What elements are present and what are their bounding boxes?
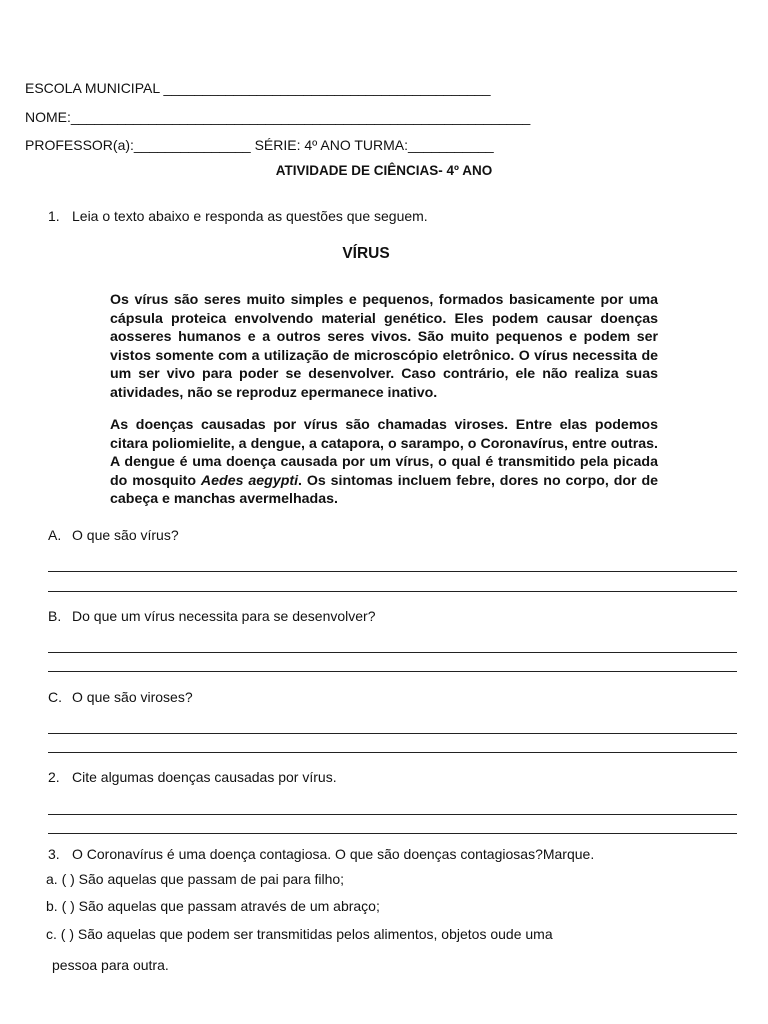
question-b bbox=[48, 608, 376, 624]
question-2-label: 2. bbox=[48, 769, 60, 785]
question-2 bbox=[48, 769, 337, 785]
instruction-number: 1. bbox=[48, 208, 60, 224]
professor-series-field: PROFESSOR(a):_______________ SÉRIE: 4º ANO TURMA:___________ bbox=[25, 137, 494, 153]
answer-line[interactable] bbox=[48, 671, 737, 672]
question-c bbox=[48, 689, 193, 705]
species-name: Aedes aegypti bbox=[200, 472, 299, 489]
question-2-text: Cite algumas doenças causadas por vírus. bbox=[72, 769, 337, 785]
question-c-label: C. bbox=[48, 689, 62, 705]
school-field: ESCOLA MUNICIPAL __________________________________________ bbox=[25, 80, 491, 96]
text-title: VÍRUS bbox=[342, 245, 390, 262]
answer-line[interactable] bbox=[48, 571, 737, 572]
question-3-label: 3. bbox=[48, 846, 60, 862]
answer-line[interactable] bbox=[48, 833, 737, 834]
answer-line[interactable] bbox=[48, 733, 737, 734]
instruction-text: Leia o texto abaixo e responda as questões que seguem. bbox=[72, 208, 428, 224]
question-3-text: O Coronavírus é uma doença contagiosa. O que são doenças contagiosas?Marque. bbox=[72, 846, 595, 862]
worksheet-title: ATIVIDADE DE CIÊNCIAS- 4º ANO bbox=[275, 163, 493, 178]
option-c[interactable]: c. ( ) São aquelas que podem ser transmitidas pelos alimentos, objetos oude uma bbox=[46, 926, 553, 942]
question-c-text: O que são viroses? bbox=[72, 689, 193, 705]
paragraph-2-text: As doenças causadas por vírus são chamadas viroses. Entre elas podemos citara poliomielite, a dengue, a catapora, o sarampo, o Coronavírus, entre outras. A dengue é uma doença causada por um vírus, o qual é transmitido pela picada do mosquito bbox=[110, 417, 658, 489]
paragraph-2-end: . Os sintomas incluem febre, dores no corpo, dor de cabeça e manchas avermelhadas. bbox=[110, 472, 658, 508]
paragraph-2 bbox=[110, 416, 658, 509]
question-a-text: O que são vírus? bbox=[72, 527, 179, 543]
question-3 bbox=[48, 846, 594, 862]
name-field: NOME:___________________________________________________________ bbox=[25, 109, 531, 125]
option-b[interactable]: b. ( ) São aquelas que passam através de um abraço; bbox=[46, 898, 380, 914]
answer-line[interactable] bbox=[48, 591, 737, 592]
option-a[interactable]: a. ( ) São aquelas que passam de pai para filho; bbox=[46, 871, 345, 887]
question-a bbox=[48, 527, 179, 543]
instruction bbox=[48, 208, 428, 224]
answer-line[interactable] bbox=[48, 752, 737, 753]
answer-line[interactable] bbox=[48, 814, 737, 815]
option-c-continuation: pessoa para outra. bbox=[52, 957, 169, 973]
paragraph-1: Os vírus são seres muito simples e pequenos, formados basicamente por uma cápsula proteica envolvendo material genético. Eles podem causar doenças aosseres humanos e a outros seres vivos. São muito pequenos e podem ser vistos somente com a utilização de microscópio eletrônico. O vírus necessita de um ser vivo para poder se desenvolver. Caso contrário, ele não realiza suas atividades, não se reproduz epermanece inativo. bbox=[110, 292, 658, 401]
question-b-label: B. bbox=[48, 608, 62, 624]
answer-line[interactable] bbox=[48, 652, 737, 653]
question-a-label: A. bbox=[48, 527, 62, 543]
question-b-text: Do que um vírus necessita para se desenvolver? bbox=[72, 608, 376, 624]
